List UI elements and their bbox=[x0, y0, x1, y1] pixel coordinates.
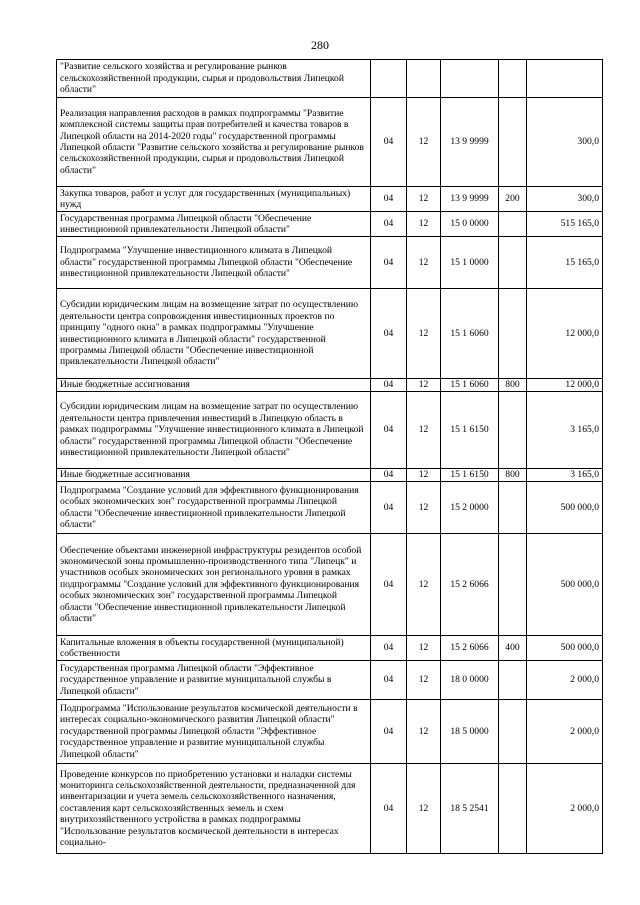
table-row bbox=[57, 661, 603, 700]
table-row bbox=[57, 700, 603, 764]
row-target: 15 2 6066 bbox=[441, 636, 499, 661]
row-subsection bbox=[407, 60, 441, 98]
row-expense-type bbox=[499, 661, 527, 700]
row-expense-type bbox=[499, 289, 527, 379]
row-amount: 2 000,0 bbox=[527, 661, 603, 700]
row-section: 04 bbox=[371, 700, 407, 764]
row-target: 15 1 6060 bbox=[441, 379, 499, 392]
table-row bbox=[57, 187, 603, 212]
row-name: Обеспечение объектами инженерной инфраструктуры резидентов особой экономической зоны промышленно-производственного типа "Липецк" и участников особых экономических зон регионального уровня в рамках подпрограммы "Создание условий для эффективного функционирования особых экономических зон" государственной программы Липецкой области "Обеспечение инвестиционной привлекательности Липецкой области" bbox=[57, 534, 371, 636]
row-amount: 515 165,0 bbox=[527, 212, 603, 237]
table-row bbox=[57, 60, 603, 98]
row-subsection: 12 bbox=[407, 482, 441, 534]
table-row bbox=[57, 379, 603, 392]
row-target: 15 0 0000 bbox=[441, 212, 499, 237]
row-name: Субсидии юридическим лицам на возмещение затрат по осуществлению деятельности центра привлечения инвестиций в Липецкую область в рамках подпрограммы "Улучшение инвестиционного климата в Липецкой области" государственной программы Липецкой области "Обеспечение инвестиционной привлекательности Липецкой области" bbox=[57, 392, 371, 469]
row-amount: 500 000,0 bbox=[527, 534, 603, 636]
row-subsection: 12 bbox=[407, 534, 441, 636]
table-row bbox=[57, 469, 603, 482]
row-section bbox=[371, 60, 407, 98]
row-target: 18 5 0000 bbox=[441, 700, 499, 764]
table-row bbox=[57, 237, 603, 289]
row-section: 04 bbox=[371, 289, 407, 379]
row-target: 15 1 6150 bbox=[441, 469, 499, 482]
row-target: 18 5 2541 bbox=[441, 764, 499, 854]
row-amount: 15 165,0 bbox=[527, 237, 603, 289]
row-target: 13 9 9999 bbox=[441, 98, 499, 187]
row-amount: 2 000,0 bbox=[527, 700, 603, 764]
table-row bbox=[57, 482, 603, 534]
row-amount bbox=[527, 60, 603, 98]
row-name: Государственная программа Липецкой области "Обеспечение инвестиционной привлекательности Липецкой области" bbox=[57, 212, 371, 237]
row-subsection: 12 bbox=[407, 187, 441, 212]
row-section: 04 bbox=[371, 187, 407, 212]
row-section: 04 bbox=[371, 534, 407, 636]
row-section: 04 bbox=[371, 392, 407, 469]
row-amount: 500 000,0 bbox=[527, 636, 603, 661]
row-subsection: 12 bbox=[407, 661, 441, 700]
row-name: Субсидии юридическим лицам на возмещение затрат по осуществлению деятельности центра сопровождения инвестиционных проектов по принципу "одного окна" в рамках подпрограммы "Улучшение инвестиционного климата в Липецкой области" государственной программы Липецкой области "Обеспечение инвестиционной привлекательности Липецкой области" bbox=[57, 289, 371, 379]
row-subsection: 12 bbox=[407, 98, 441, 187]
row-expense-type bbox=[499, 212, 527, 237]
row-name: Иные бюджетные ассигнования bbox=[57, 469, 371, 482]
row-section: 04 bbox=[371, 469, 407, 482]
row-name: Реализация направления расходов в рамках подпрограммы "Развитие комплексной системы защиты прав потребителей и качества товаров в Липецкой области на 2014-2020 годы" государственной программы Липецкой области "Развитие сельского хозяйства и регулирование рынков сельскохозяйственной продукции, сырья и продовольствия Липецкой области" bbox=[57, 98, 371, 187]
row-section: 04 bbox=[371, 482, 407, 534]
table-row bbox=[57, 289, 603, 379]
row-subsection: 12 bbox=[407, 636, 441, 661]
row-name: Иные бюджетные ассигнования bbox=[57, 379, 371, 392]
row-amount: 3 165,0 bbox=[527, 469, 603, 482]
row-expense-type bbox=[499, 482, 527, 534]
row-name: "Развитие сельского хозяйства и регулирование рынков сельскохозяйственной продукции, сырья и продовольствия Липецкой области" bbox=[57, 60, 371, 98]
row-name: Подпрограмма "Улучшение инвестиционного климата в Липецкой области" государственной программы Липецкой области "Обеспечение инвестиционной привлекательности Липецкой области" bbox=[57, 237, 371, 289]
row-amount: 500 000,0 bbox=[527, 482, 603, 534]
row-subsection: 12 bbox=[407, 289, 441, 379]
row-expense-type bbox=[499, 237, 527, 289]
table-row bbox=[57, 636, 603, 661]
row-target: 15 1 0000 bbox=[441, 237, 499, 289]
row-target: 15 2 0000 bbox=[441, 482, 499, 534]
row-expense-type bbox=[499, 534, 527, 636]
row-name: Проведение конкурсов по приобретению установки и наладки системы мониторинга сельскохозяйственной деятельности, предназначенной для инвентаризации и учета земель сельскохозяйственного назначения, составления карт сельскохозяйственных земель и схем внутрихозяйственного устройства в рамках подпрограммы "Использование результатов космической деятельности в интересах социально- bbox=[57, 764, 371, 854]
row-amount: 12 000,0 bbox=[527, 289, 603, 379]
table-row bbox=[57, 212, 603, 237]
row-subsection: 12 bbox=[407, 700, 441, 764]
row-expense-type bbox=[499, 98, 527, 187]
row-subsection: 12 bbox=[407, 212, 441, 237]
row-subsection: 12 bbox=[407, 469, 441, 482]
row-expense-type: 800 bbox=[499, 379, 527, 392]
row-section: 04 bbox=[371, 636, 407, 661]
row-amount: 3 165,0 bbox=[527, 392, 603, 469]
row-name: Государственная программа Липецкой области "Эффективное государственное управление и развитие муниципальной службы в Липецкой области" bbox=[57, 661, 371, 700]
row-section: 04 bbox=[371, 98, 407, 187]
row-name: Подпрограмма "Создание условий для эффективного функционирования особых экономических зон" государственной программы Липецкой области "Обеспечение инвестиционной привлекательности Липецкой области" bbox=[57, 482, 371, 534]
row-amount: 300,0 bbox=[527, 98, 603, 187]
page-number: 280 bbox=[311, 38, 329, 52]
row-amount: 2 000,0 bbox=[527, 764, 603, 854]
row-target bbox=[441, 60, 499, 98]
row-section: 04 bbox=[371, 237, 407, 289]
row-expense-type: 200 bbox=[499, 187, 527, 212]
row-amount: 12 000,0 bbox=[527, 379, 603, 392]
row-target: 15 1 6150 bbox=[441, 392, 499, 469]
row-name: Подпрограмма "Использование результатов космической деятельности в интересах социально-экономического развития Липецкой области" государственной программы Липецкой области "Эффективное государственное управление и развитие муниципальной службы Липецкой области" bbox=[57, 700, 371, 764]
table-row bbox=[57, 98, 603, 187]
row-expense-type bbox=[499, 764, 527, 854]
row-name: Закупка товаров, работ и услуг для государственных (муниципальных) нужд bbox=[57, 187, 371, 212]
row-expense-type: 800 bbox=[499, 469, 527, 482]
row-section: 04 bbox=[371, 379, 407, 392]
budget-table bbox=[56, 59, 603, 854]
row-target: 15 2 6066 bbox=[441, 534, 499, 636]
row-amount: 300,0 bbox=[527, 187, 603, 212]
row-expense-type bbox=[499, 392, 527, 469]
row-section: 04 bbox=[371, 764, 407, 854]
row-section: 04 bbox=[371, 212, 407, 237]
row-expense-type bbox=[499, 700, 527, 764]
row-subsection: 12 bbox=[407, 237, 441, 289]
row-subsection: 12 bbox=[407, 379, 441, 392]
row-expense-type: 400 bbox=[499, 636, 527, 661]
row-subsection: 12 bbox=[407, 764, 441, 854]
table-row bbox=[57, 534, 603, 636]
table-row bbox=[57, 764, 603, 854]
row-target: 18 0 0000 bbox=[441, 661, 499, 700]
row-subsection: 12 bbox=[407, 392, 441, 469]
row-section: 04 bbox=[371, 661, 407, 700]
table-row bbox=[57, 392, 603, 469]
row-target: 13 9 9999 bbox=[441, 187, 499, 212]
row-name: Капитальные вложения в объекты государственной (муниципальной) собственности bbox=[57, 636, 371, 661]
row-expense-type bbox=[499, 60, 527, 98]
row-target: 15 1 6060 bbox=[441, 289, 499, 379]
